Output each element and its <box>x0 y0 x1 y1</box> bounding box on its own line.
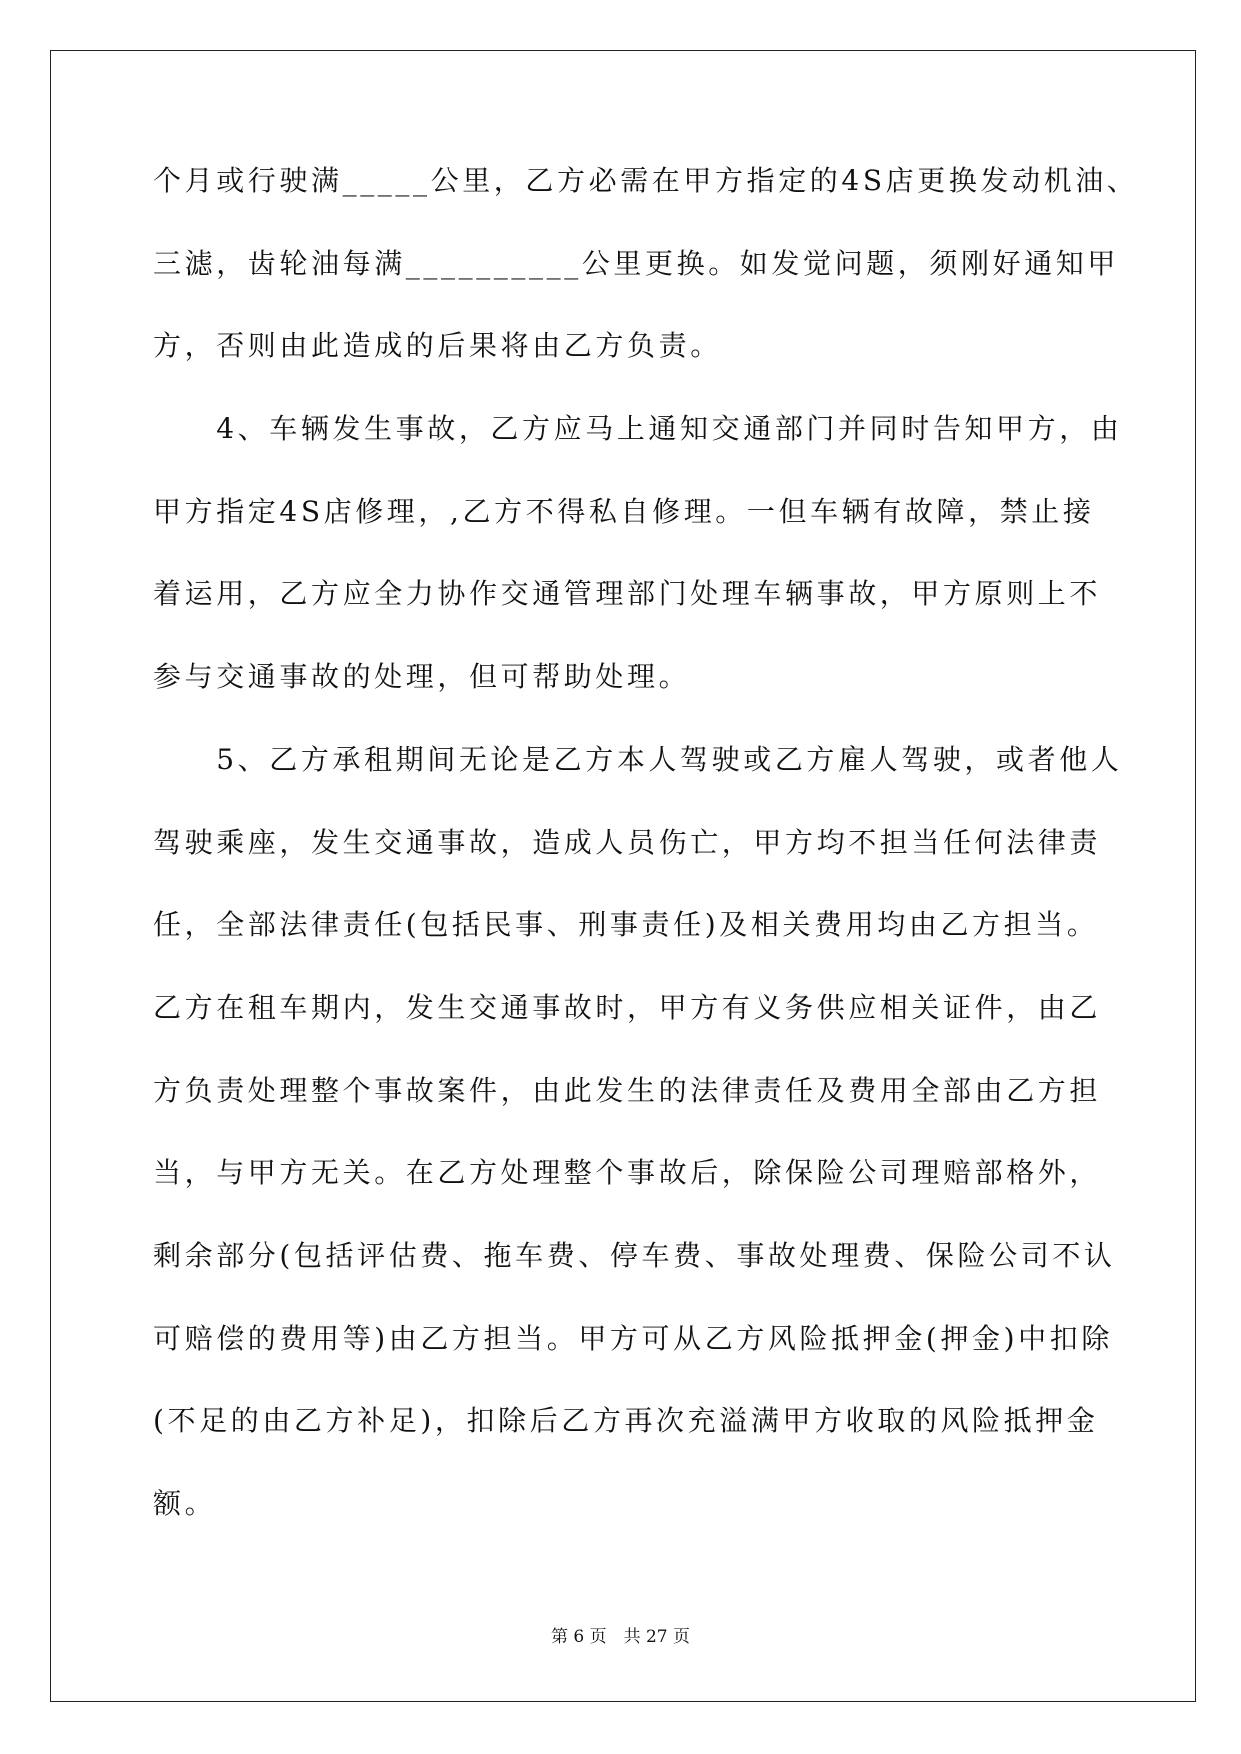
text-line: 甲方指定4S店修理，,乙方不得私自修理。一但车辆有故障，禁止接 <box>153 494 1095 528</box>
text-line: 驾驶乘座，发生交通事故，造成人员伤亡，甲方均不担当任何法律责 <box>153 825 1102 859</box>
text-line: 任，全部法律责任(包括民事、刑事责任)及相关费用均由乙方担当。 <box>153 908 1099 942</box>
text-line: 额。 <box>153 1487 217 1520</box>
text-line: 5、乙方承租期间无论是乙方本人驾驶或乙方雇人驾驶，或者他人 <box>153 742 1123 776</box>
text-line: 着运用，乙方应全力协作交通管理部门处理车辆事故，甲方原则上不 <box>153 577 1102 611</box>
text-line: 乙方在租车期内，发生交通事故时，甲方有义务供应相关证件，由乙 <box>153 990 1102 1024</box>
page-footer <box>0 1626 1241 1648</box>
text-line: (不足的由乙方补足)，扣除后乙方再次充溢满甲方收取的风险抵押金 <box>153 1404 1099 1438</box>
text-line: 可赔偿的费用等)由乙方担当。甲方可从乙方风险抵押金(押金)中扣除 <box>153 1321 1113 1355</box>
text-line: 4、车辆发生事故，乙方应马上通知交通部门并同时告知甲方，由 <box>153 412 1123 446</box>
text-line: 方负责处理整个事故案件，由此发生的法律责任及费用全部由乙方担 <box>153 1073 1102 1107</box>
text-line: 个月或行驶满_____公里，乙方必需在甲方指定的4S店更换发动机油、 <box>153 164 1139 197</box>
text-line: 三滤，齿轮油每满__________公里更换。如发觉问题，须刚好通知甲 <box>153 246 1120 280</box>
page-number: 第 6 页 共 27 页 <box>550 1627 691 1647</box>
text-line: 参与交通事故的处理，但可帮助处理。 <box>153 660 691 694</box>
document-body <box>153 162 1139 1568</box>
text-line: 当，与甲方无关。在乙方处理整个事故后，除保险公司理赔部格外， <box>153 1156 1102 1190</box>
text-line: 方，否则由此造成的后果将由乙方负责。 <box>153 329 722 363</box>
text-line: 剩余部分(包括评估费、拖车费、停车费、事故处理费、保险公司不认 <box>153 1238 1116 1272</box>
